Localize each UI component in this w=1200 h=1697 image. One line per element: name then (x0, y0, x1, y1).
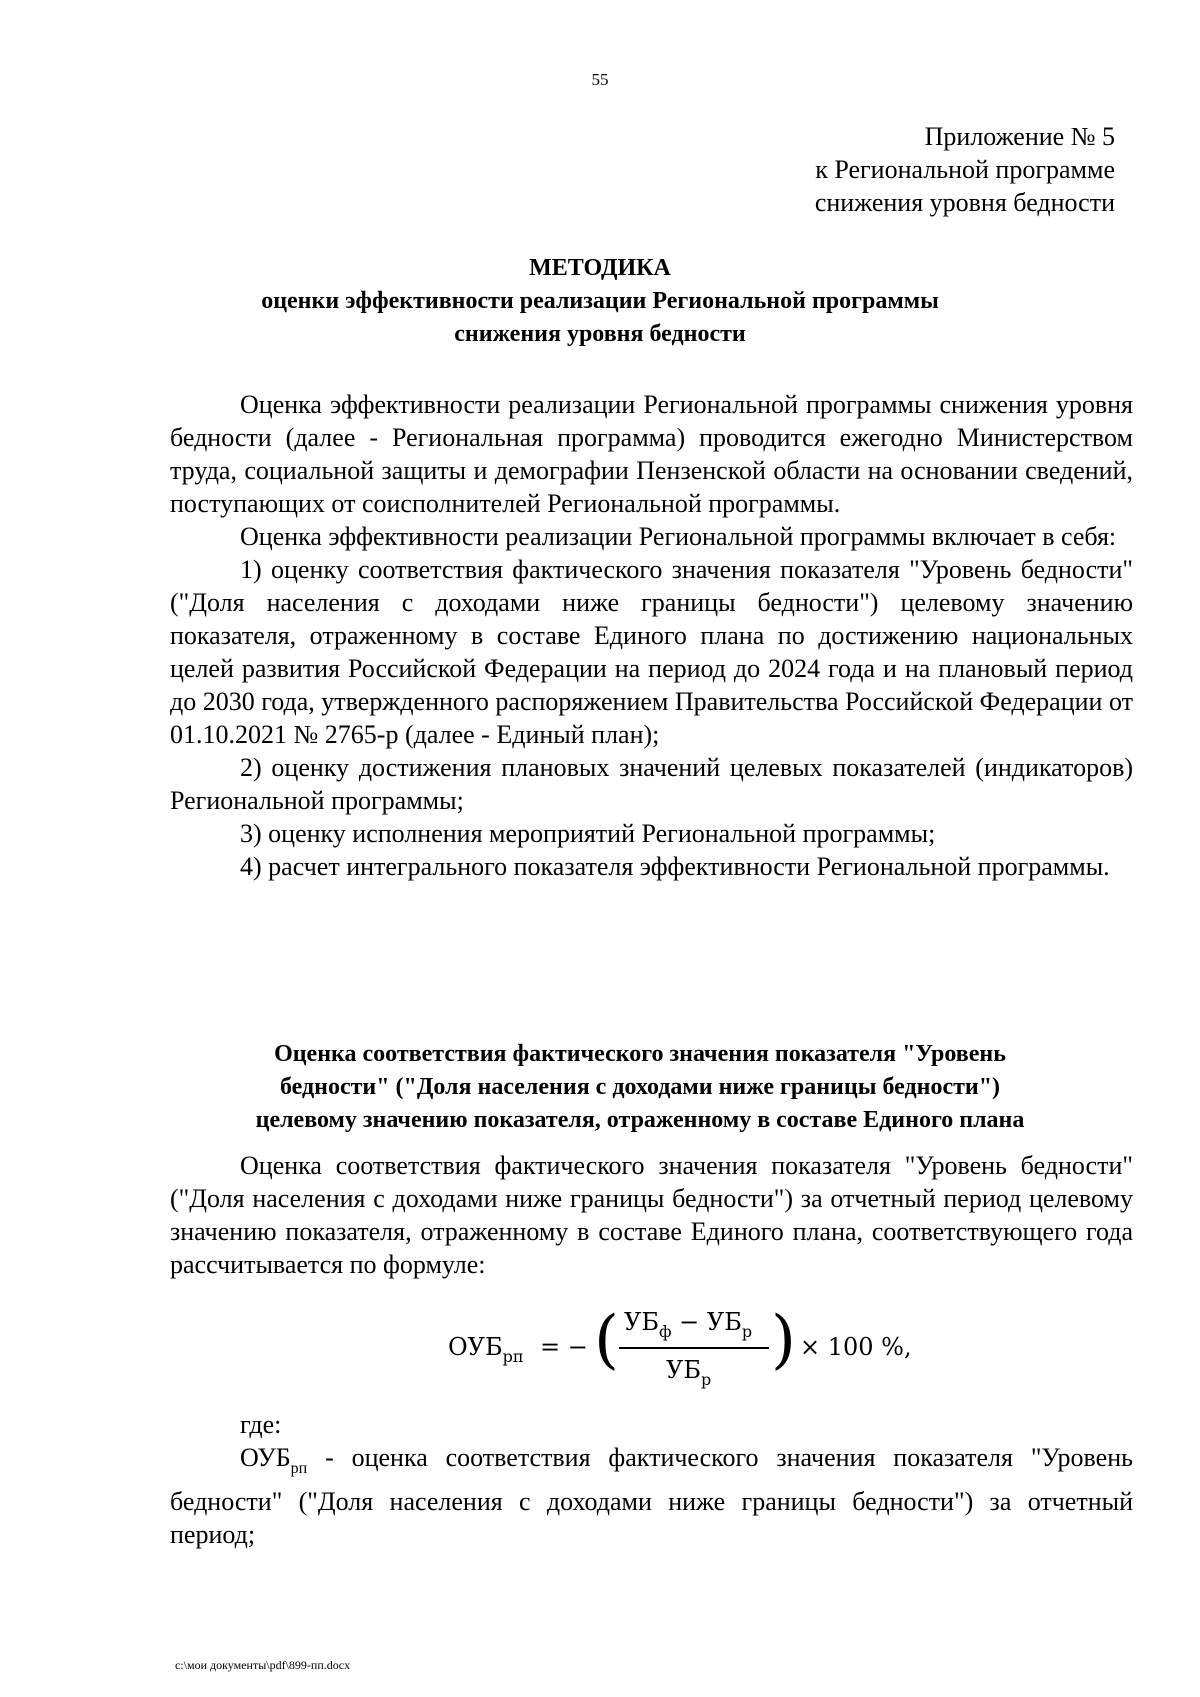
num-term-a-sub: ф (658, 1322, 672, 1341)
definition-term: ОУБ (240, 1443, 291, 1472)
definition-term-sub: рп (290, 1460, 308, 1477)
section-2-body (170, 1149, 1133, 1281)
where-label: где: (240, 1410, 282, 1439)
paragraph: Оценка соответствия фактического значения показателя "Уровень бедности" ("Доля населения с доходами ниже границы бедности") за отчетный период целевому значению показателя, отраженному в составе Единого плана, соответствующего года рассчитывается по формуле: (170, 1151, 1133, 1279)
num-term-b: УБ (706, 1308, 742, 1336)
document-title (150, 252, 1050, 351)
page-number: 55 (591, 70, 609, 89)
formula-numerator (624, 1308, 752, 1341)
num-term-b-sub: р (741, 1322, 753, 1341)
formula-lhs-subscript: рп (502, 1347, 524, 1366)
left-paren: ( (594, 1303, 619, 1377)
definitions (170, 1408, 1133, 1551)
definition-item (170, 1441, 1133, 1551)
formula-lhs (448, 1333, 524, 1366)
num-term-a: УБ (624, 1308, 659, 1336)
section-1-body (170, 388, 1133, 883)
list-item: 3) оценку исполнения мероприятий Региональной программы; (240, 819, 936, 848)
num-minus (672, 1308, 707, 1336)
minus-sign: − (679, 1308, 700, 1336)
heading-line-3: целевому значению показателя, отраженному в составе Единого плана (255, 1107, 1025, 1133)
den-term: УБ (666, 1356, 701, 1384)
paragraph: Оценка эффективности реализации Региональной программы включает в себя: (240, 522, 1117, 551)
definition-text: - оценка соответствия фактического значения показателя "Уровень бедности" ("Доля населения с доходами ниже границы бедности") за отчетный период; (170, 1443, 1133, 1549)
paragraph: Оценка эффективности реализации Региональной программы снижения уровня бедности (далее - Региональная программа) проводится ежегодно Министерством труда, социальной защиты и демографии Пензенской области на основании сведений, поступающих от соисполнителей Региональной программы. (170, 390, 1133, 518)
list-item: 4) расчет интегрального показателя эффективности Региональной программы. (240, 852, 1110, 881)
formula-tail: × 100 %, (800, 1333, 912, 1361)
right-paren: ) (771, 1303, 796, 1377)
appendix-line-1: Приложение № 5 (924, 122, 1115, 151)
formula-denominator (666, 1356, 711, 1389)
appendix-line-3: снижения уровня бедности (814, 188, 1115, 217)
file-path-footer: c:\мои документы\pdf\899-пп.docx (175, 1658, 351, 1672)
appendix-header (700, 120, 1115, 219)
heading-line-2: бедности" ("Доля населения с доходами ниже границы бедности") (279, 1074, 1001, 1100)
title-line-2: оценки эффективности реализации Региональной программы (261, 288, 939, 314)
heading-line-1: Оценка соответствия фактического значения показателя "Уровень (274, 1041, 1006, 1067)
fraction-bar (619, 1347, 769, 1349)
section-2-heading (160, 1038, 1120, 1137)
formula-equals-minus: = − (540, 1333, 588, 1361)
formula-lhs-symbol: ОУБ (448, 1333, 503, 1361)
den-term-sub: р (700, 1370, 712, 1389)
list-item: 2) оценку достижения плановых значений целевых показателей (индикаторов) Региональной программы; (170, 753, 1133, 815)
appendix-line-2: к Региональной программе (815, 155, 1115, 184)
title-line-3: снижения уровня бедности (454, 321, 746, 347)
title-line-1: МЕТОДИКА (529, 255, 671, 281)
formula (448, 1300, 912, 1400)
list-item: 1) оценку соответствия фактического значения показателя "Уровень бедности" ("Доля населения с доходами ниже границы бедности") целевому значению показателя, отраженному в составе Единого плана по достижению национальных целей развития Российской Федерации на период до 2024 года и на плановый период до 2030 года, утвержденного распоряжением Правительства Российской Федерации от 01.10.2021 № 2765-р (далее - Единый план); (170, 555, 1133, 749)
